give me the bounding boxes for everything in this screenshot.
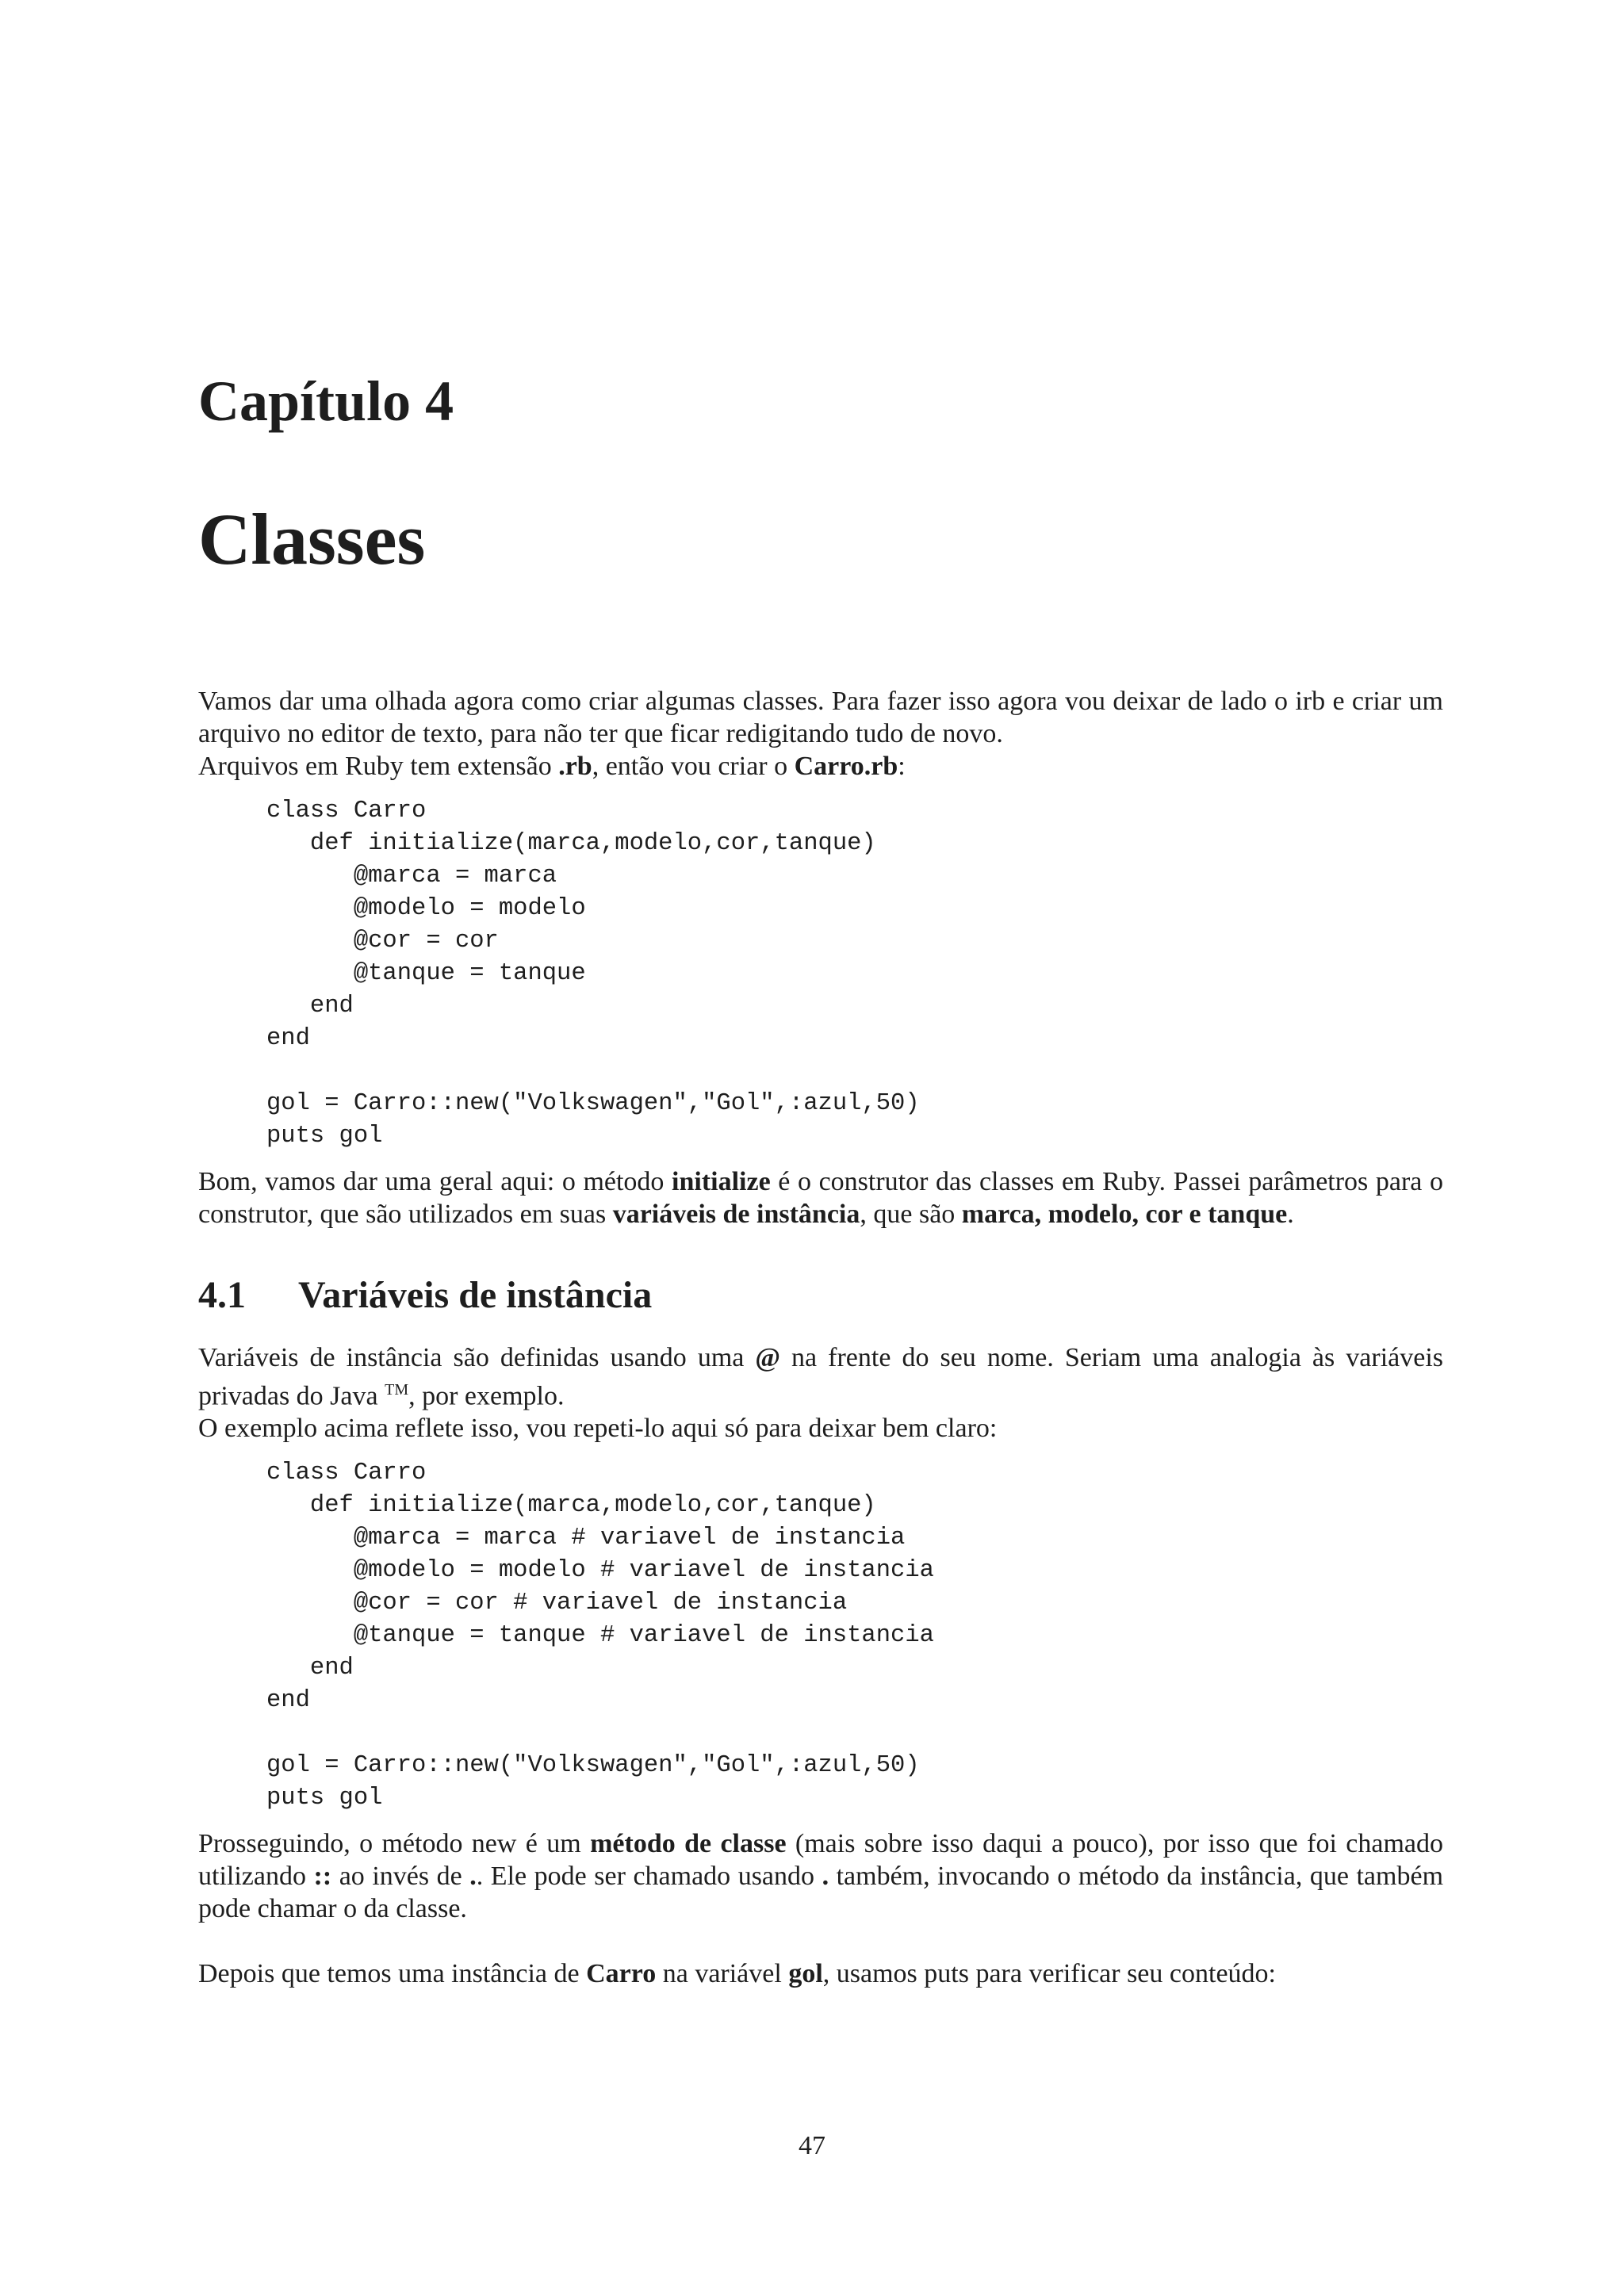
text-span: Prosseguindo, o método new é um [198,1829,591,1859]
class-method-term: método de classe [590,1829,787,1859]
text-span: é o construtor das classes em Ruby. Passei parâmetros para o construtor, que são utilizados em suas [198,1167,1443,1229]
dot-operator: . [469,1862,477,1892]
page-number: 47 [799,2131,825,2160]
chapter-label: Capítulo 4 [198,369,454,433]
trademark-symbol: TM [385,1381,409,1399]
text-span: , por exemplo. [408,1381,565,1411]
intro-text-2a: Arquivos em Ruby tem extensão [198,752,559,781]
at-symbol: @ [755,1343,781,1372]
class-method-paragraph [198,1827,1443,1925]
text-span: , que são [860,1200,962,1229]
puts-paragraph [198,1957,1443,1990]
carro-class-name: Carro [586,1959,657,1989]
carro-rb-filename: Carro.rb [794,752,898,781]
text-span: na frente do seu nome. Seriam uma analogia às variáveis privadas do Java [198,1343,1443,1411]
constructor-paragraph [198,1165,1443,1230]
variable-names: marca, modelo, cor e tanque [961,1200,1288,1229]
scope-operator: :: [313,1862,332,1892]
chapter-title: Classes [198,499,426,580]
text-span: Bom, vamos dar uma geral aqui: o método [198,1167,672,1196]
intro-text-2e: : [898,752,906,781]
text-span: , usamos puts para verificar seu conteúdo: [822,1959,1276,1989]
text-span: (mais sobre isso daqui a pouco), por isso que foi chamado utilizando [198,1829,1443,1892]
intro-paragraph [198,685,1443,783]
intro-text: Vamos dar uma olhada agora como criar algumas classes. Para fazer isso agora vou deixar de lado o irb e criar um arquivo no editor de texto, para não ter que ficar redigitando tudo de novo. [198,687,1443,748]
code-block-carro-commented: class Carro def initialize(marca,modelo,cor,tanque) @marca = marca # variavel de instancia @modelo = modelo # variavel de instancia @cor = cor # variavel de instancia @tanque = tanque # variavel de instancia end end gol = Carro::new("Volkswagen","Gol",:azul,50) puts gol [266,1460,934,1812]
text-span: na variável [656,1959,789,1989]
gol-variable: gol [788,1959,823,1989]
instance-variables-paragraph [198,1341,1443,1445]
dot-operator: . [822,1862,829,1892]
text-span: Depois que temos uma instância de [198,1959,587,1989]
instance-variables-term: variáveis de instância [612,1200,860,1229]
rb-extension: .rb [558,752,592,781]
section-title: Variáveis de instância [298,1274,653,1316]
text-span: Variáveis de instância são definidas usando uma [198,1343,756,1372]
initialize-keyword: initialize [672,1167,771,1196]
text-span: O exemplo acima reflete isso, vou repeti-lo aqui só para deixar bem claro: [198,1414,998,1444]
section-heading [198,1276,1443,1314]
text-span: . Ele pode ser chamado usando [476,1862,822,1892]
text-span: ao invés de [331,1862,470,1892]
text-span: também, invocando o método da instância, que também pode chamar o da classe. [198,1862,1444,1924]
section-number: 4.1 [198,1274,246,1316]
intro-text-2c: , então vou criar o [592,752,795,781]
code-block-carro: class Carro def initialize(marca,modelo,cor,tanque) @marca = marca @modelo = modelo @cor = cor @tanque = tanque end end gol = Carro::new("Volkswagen","Gol",:azul,50) puts gol [266,798,920,1150]
text-span: . [1287,1200,1294,1229]
page-content [198,369,1444,1990]
